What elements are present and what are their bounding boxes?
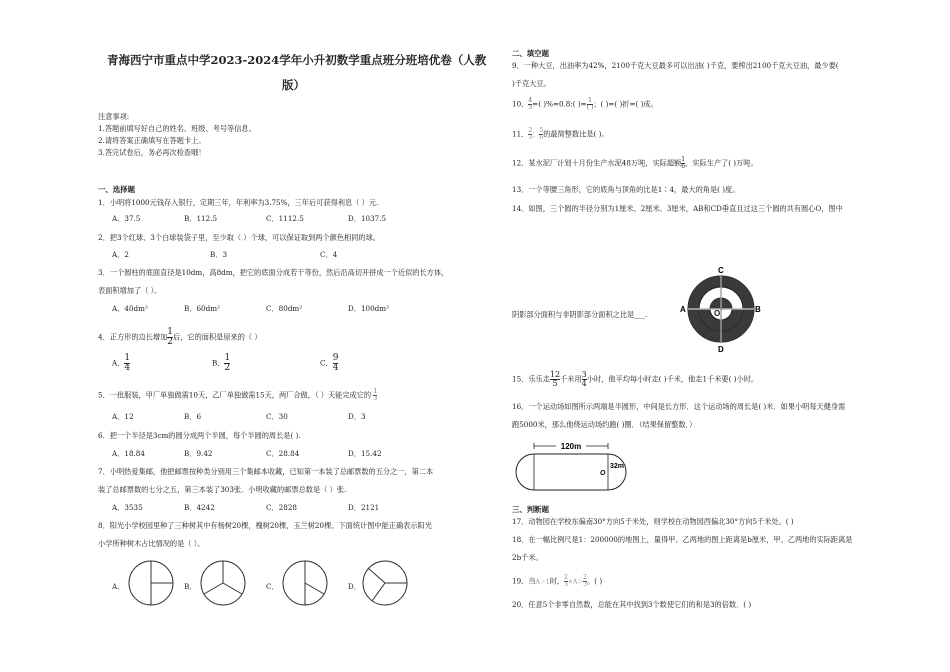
q1-option-b: B．112.5 — [184, 214, 218, 223]
question-16-cont: 跑5000米，那么他绕运动场约跑( )圈．（结果保留整数．） — [512, 420, 697, 429]
question-18-cont: 2b千米。 — [512, 553, 543, 562]
q1-option-d: D．1037.5 — [348, 214, 387, 223]
q8-option-c: C． — [266, 582, 279, 591]
label-c: C — [718, 266, 724, 275]
q4-option-b: B． $\frac{1}{2}$ — [212, 353, 231, 373]
q6-option-c: C．28.84 — [266, 449, 300, 458]
q3-option-a: A．40dm² — [112, 304, 148, 313]
notice-item: 3.答完试卷后，务必再次检查哦！ — [98, 148, 206, 157]
q6-option-b: B．9.42 — [184, 449, 213, 458]
question-8-cont: 小学所种树木占比情况的是（ ）。 — [98, 539, 205, 548]
label-o: O — [714, 309, 721, 318]
question-8: 8．阳光小学校园里种了三种树其中有杨树20棵，槐树20棵，玉兰树20棵。下面统计图中能正确表示阳光 — [98, 521, 432, 530]
q7-option-c: C．2828 — [266, 503, 297, 512]
question-7-cont: 装了总邮票数的七分之五，第三本装了303张．小明收藏的邮票总数是（ ）张. — [98, 485, 347, 494]
question-15: 15．乐乐走 $\frac{12}{5}$ 千米用 $\frac{3}{4}$ 小时，他平均每小时走( )千米，他走1千米要( )小时。 — [512, 370, 759, 388]
question-14: 14．如图，三个圆的半径分别为1厘米、2厘米、3厘米，AB和CD垂直且过这三个圆的共有圆心O，图中 — [512, 204, 843, 213]
question-1: 1．小明将1000元钱存入银行，定期三年，年利率为3.75%，三年后可获得利息（ ）元. — [98, 198, 379, 207]
width-label: 32m — [610, 463, 625, 470]
q7-option-b: B．4242 — [184, 503, 215, 512]
question-7: 7．小明热爱集邮，他把邮票按种类分别用三个集邮本收藏，已知第一本装了总邮票数的五分之一，第二本 — [98, 467, 434, 476]
question-18: 18．在一幅比例尺是1：200000的地图上，量得甲、乙两地的图上距离是b厘米，甲、乙两地的实际距离是 — [512, 535, 853, 544]
q8-option-b: B． — [184, 582, 197, 591]
q4-option-c: C． $\frac{9}{4}$ — [320, 353, 339, 373]
section-heading-choice: 一、选择题 — [98, 185, 135, 194]
q4-option-a: A． $\frac{1}{4}$ — [112, 353, 131, 373]
q5-option-a: A．12 — [112, 412, 134, 421]
notice-heading: 注意事项: — [98, 112, 130, 121]
q5-option-b: B．6 — [184, 412, 202, 421]
q3-option-d: D．100dm² — [348, 304, 389, 313]
question-10: 10． $\frac{4}{5}$ =( )%=0.8:( )= $\frac{1}{( )}$ ；( )=( )折=( )成。 — [512, 97, 658, 111]
label-a: A — [680, 305, 686, 314]
question-14-cont: 阴影部分面积与非阴影部分面积之比是___. — [512, 310, 648, 319]
question-12: 12．某水泥厂计划十月份生产水泥48万吨，实际超额 $\frac{1}{6}$ ，实际生产了( )万吨。 — [512, 156, 758, 170]
o-label: O — [600, 470, 606, 477]
q8-option-a: A． — [112, 582, 125, 591]
q2-option-a: A．2 — [112, 250, 129, 259]
page-title-line2: 版） — [282, 78, 305, 92]
question-2: 2．把3个红球、3个白球装袋子里，至少取（ ）个球，可以保证取到两个颜色相同的球。 — [98, 233, 380, 242]
section-heading-fill: 二、填空题 — [512, 49, 549, 58]
q1-option-a: A．37.5 — [112, 214, 141, 223]
q3-option-c: C．80dm² — [266, 304, 303, 313]
concentric-circles-figure — [676, 264, 766, 354]
q3-option-b: B．60dm² — [184, 304, 220, 313]
q6-option-d: D．15.42 — [348, 449, 382, 458]
q6-option-a: A．18.84 — [112, 449, 145, 458]
question-20: 20．任意5个非零自然数，总能在其中找到3个数使它们的和是3的倍数．( ) — [512, 600, 752, 609]
question-19: 19．当A＞1时， $\frac{2}{3}$ ×A＞ $\frac{2}{3}$ 。( ) — [512, 574, 603, 588]
question-9-cont: )千克大豆。 — [512, 79, 551, 88]
question-3-cont: 表面积增加了（ ）。 — [98, 286, 162, 295]
q2-option-b: B．3 — [210, 250, 228, 259]
question-9: 9．一种大豆，出油率为42%，2100千克大豆最多可以出油( )千克，要榨出2100千克大豆油，最少要( — [512, 61, 839, 70]
pie-option-b — [198, 558, 248, 608]
pie-option-a — [126, 558, 176, 608]
q7-option-d: D．2121 — [348, 503, 380, 512]
question-13: 13．一个等腰三角形，它的底角与顶角的比是1∶4，最大的角是( )度。 — [512, 185, 740, 194]
label-b: B — [755, 305, 761, 314]
q1-option-c: C．1112.5 — [266, 214, 304, 223]
q5-option-c: C．30 — [266, 412, 288, 421]
notice-item: 2.请将答案正确填写在答题卡上。 — [98, 136, 206, 145]
length-label: 120m — [560, 442, 582, 451]
q7-option-a: A．3535 — [112, 503, 143, 512]
pie-option-c — [280, 558, 330, 608]
track-figure — [512, 438, 632, 496]
question-4: 4．正方形的边长增加 $\frac{1}{2}$ 后，它的面积是原来的（ ） — [98, 327, 262, 347]
q8-option-d: D． — [348, 582, 361, 591]
question-17: 17．动物园在学校东偏南30°方向5千米处，则学校在动物园西偏北30°方向5千米处。( ) — [512, 517, 794, 526]
section-heading-judge: 三、判断题 — [512, 505, 549, 514]
page-title: 青海西宁市重点中学2023-2024学年小升初数学重点班分班培优卷（人教 — [107, 53, 487, 67]
notice-item: 1.答题前填写好自己的姓名、班级、考号等信息。 — [98, 124, 256, 133]
question-5: 5．一批服装，甲厂单独做需10天，乙厂单独做需15天，两厂合做，（ ）天能完成它的 $\frac{1}{3}$ — [98, 388, 378, 402]
question-3: 3．一个圆柱的底面直径是10dm，高8dm，把它的底面分成若干等份，然后沿高切开拼成一个近似的长方体， — [98, 268, 449, 277]
question-6: 6．把一个半径是3cm的圆分成两个半圆，每个半圆的周长是( ). — [98, 431, 301, 440]
question-16: 16．一个运动场如图所示两端是半圆形，中间是长方形．这个运动场的周长是( )米．如果小明每天健身需 — [512, 402, 846, 411]
question-11: 11． $\frac{2}{3}$ ； $\frac{5}{6}$ 的最简整数比是( )。 — [512, 127, 609, 141]
pie-option-d — [360, 558, 410, 608]
q2-option-c: C．4 — [320, 250, 338, 259]
q5-option-d: D．3 — [348, 412, 366, 421]
label-d: D — [718, 345, 724, 354]
